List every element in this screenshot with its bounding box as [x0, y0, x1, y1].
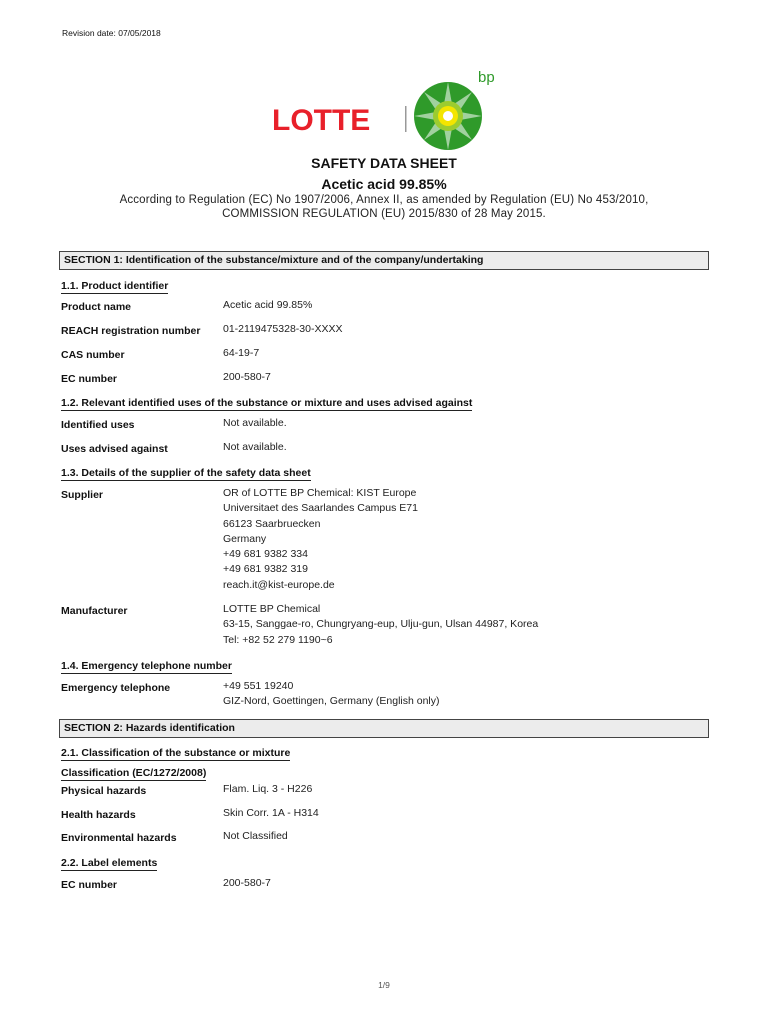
- manufacturer-line: LOTTE BP Chemical: [223, 603, 321, 615]
- supplier-line: +49 681 9382 319: [223, 563, 308, 576]
- manufacturer-line: 63-15, Sanggae-ro, Chungryang-eup, Ulju-gun, Ulsan 44987, Korea: [223, 618, 539, 631]
- subsection-2-1-title: 2.1. Classification of the substance or mixture: [61, 747, 291, 759]
- regulation-line: According to Regulation (EC) No 1907/2006, Annex II, as amended by Regulation (EU) No 453/2010,: [119, 194, 649, 206]
- supplier-line: 66123 Saarbruecken: [223, 517, 321, 530]
- section-2-heading: SECTION 2: Hazards identification: [59, 719, 709, 738]
- subsection-1-2-title: 1.2. Relevant identified uses of the substance or mixture and uses advised against: [61, 397, 473, 409]
- page-number: 1/9: [378, 980, 390, 990]
- supplier-line: Universitaet des Saarlandes Campus E71: [223, 502, 418, 515]
- revision-date: Revision date: 07/05/2018: [62, 28, 161, 38]
- label-ec-number-label: EC number: [61, 879, 118, 891]
- supplier-line: Germany: [223, 532, 267, 545]
- cas-value: 64-19-7: [223, 347, 260, 359]
- subsection-2-2-title: 2.2. Label elements: [61, 857, 158, 869]
- bp-helios-icon: [414, 82, 482, 150]
- document-title: SAFETY DATA SHEET: [311, 155, 457, 171]
- ec-number-value: 200-580-7: [223, 371, 271, 383]
- environmental-hazards-label: Environmental hazards: [61, 832, 177, 844]
- regulation-text: [0, 194, 768, 221]
- manufacturer-label: Manufacturer: [61, 605, 128, 617]
- health-hazards-label: Health hazards: [61, 809, 136, 821]
- manufacturer-line: Tel: +82 52 279 1190~6: [223, 633, 333, 646]
- label-ec-number-value: 200-580-7: [223, 877, 271, 889]
- product-name-value: Acetic acid 99.85%: [223, 299, 313, 311]
- ec-number-label: EC number: [61, 373, 118, 385]
- emergency-line: +49 551 19240: [223, 680, 294, 692]
- supplier-value: [223, 486, 418, 593]
- product-name-label: Product name: [61, 301, 132, 313]
- subsection-1-3-title: 1.3. Details of the supplier of the safety data sheet: [61, 467, 311, 479]
- uses-advised-against-value: Not available.: [223, 441, 287, 453]
- subsection-1-4-title: 1.4. Emergency telephone number: [61, 660, 232, 672]
- environmental-hazards-value: Not Classified: [223, 830, 288, 842]
- reach-label: REACH registration number: [61, 325, 201, 337]
- emergency-line: GIZ-Nord, Goettingen, Germany (English only): [223, 695, 440, 708]
- cas-label: CAS number: [61, 349, 125, 361]
- subsection-1-1-title: 1.1. Product identifier: [61, 280, 169, 292]
- supplier-line: +49 681 9382 334: [223, 548, 308, 561]
- product-title: Acetic acid 99.85%: [321, 176, 447, 192]
- physical-hazards-label: Physical hazards: [61, 785, 147, 797]
- supplier-label: Supplier: [61, 489, 104, 501]
- classification-title: Classification (EC/1272/2008): [61, 767, 207, 779]
- manufacturer-value: [223, 602, 538, 648]
- logo-divider: [405, 106, 407, 132]
- emergency-telephone-label: Emergency telephone: [61, 682, 171, 694]
- identified-uses-label: Identified uses: [61, 419, 135, 431]
- supplier-line: OR of LOTTE BP Chemical: KIST Europe: [223, 487, 417, 499]
- company-logo: [270, 66, 500, 154]
- health-hazards-value: Skin Corr. 1A - H314: [223, 807, 319, 819]
- bp-logo-text: bp: [478, 69, 495, 86]
- emergency-telephone-value: [223, 679, 440, 710]
- identified-uses-value: Not available.: [223, 417, 287, 429]
- regulation-line: COMMISSION REGULATION (EU) 2015/830 of 28 May 2015.: [222, 207, 546, 220]
- uses-advised-against-label: Uses advised against: [61, 443, 168, 455]
- reach-value: 01-2119475328-30-XXXX: [223, 323, 343, 335]
- supplier-email: reach.it@kist-europe.de: [223, 578, 335, 591]
- physical-hazards-value: Flam. Liq. 3 - H226: [223, 783, 313, 795]
- lotte-logo-text: LOTTE: [272, 104, 371, 137]
- section-1-heading: SECTION 1: Identification of the substance/mixture and of the company/undertaking: [59, 251, 709, 270]
